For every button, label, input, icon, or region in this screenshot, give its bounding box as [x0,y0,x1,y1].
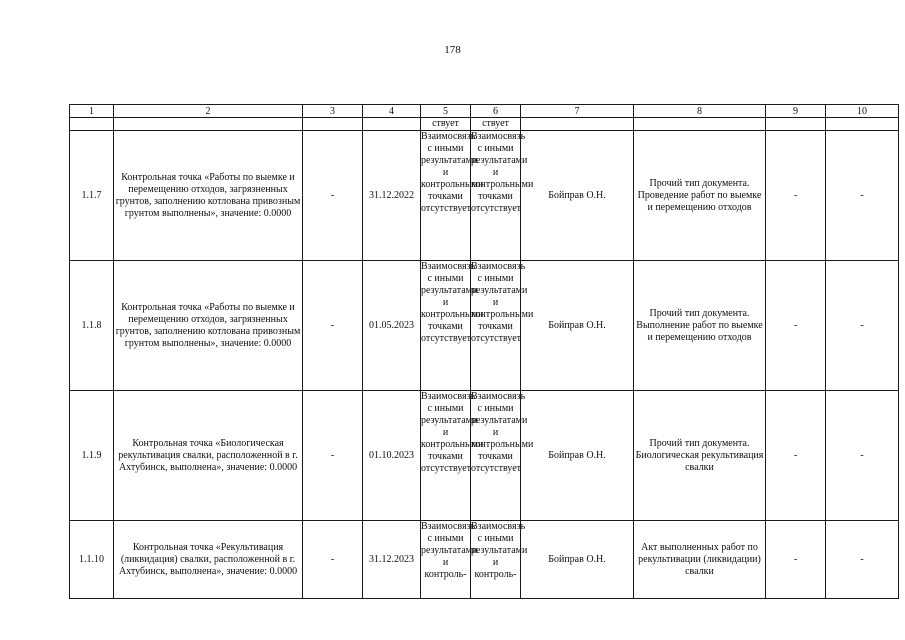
column-header: 6 [471,105,521,118]
responsible-person: Бойправ О.Н. [521,521,634,599]
dash-cell: - [766,391,826,521]
control-point-name: Контрольная точка «Рекультивация (ликвидация) свалки, расположенной в г. Ахтубинск, выполнена», значение: 0.0000 [114,521,303,599]
row-number: 1.1.8 [70,261,114,391]
column-header: 9 [766,105,826,118]
column-header: 7 [521,105,634,118]
base-value-cell: - [303,261,363,391]
table-row [70,521,899,599]
row-number: 1.1.10 [70,521,114,599]
dash-cell: - [766,131,826,261]
column-header: 10 [826,105,899,118]
table-row [70,391,899,521]
responsible-person: Бойправ О.Н. [521,391,634,521]
dash-cell: - [826,521,899,599]
deadline-date: 31.12.2022 [363,131,421,261]
control-point-name: Контрольная точка «Работы по выемке и перемещению отходов, загрязненных грунтов, заполнению котлована привозным грунтом выполнены», значение: 0.0000 [114,131,303,261]
relation-cell: Взаимосвязь с иными результатами и контрольными точками отсутствует [471,131,521,261]
relation-cell: Взаимосвязь с иными результатами и контрольными точками отсутствует [421,261,471,391]
responsible-person: Бойправ О.Н. [521,131,634,261]
plan-table [69,104,899,599]
continuation-row [70,118,899,131]
base-value-cell: - [303,391,363,521]
column-number-header [70,105,899,118]
column-header: 5 [421,105,471,118]
relation-cell: Взаимосвязь с иными результатами и контрольными точками отсутствует [421,131,471,261]
table-row [70,131,899,261]
document-type: Прочий тип документа. Проведение работ по выемке и перемещению отходов [634,131,766,261]
column-header: 2 [114,105,303,118]
column-header: 4 [363,105,421,118]
row-number: 1.1.7 [70,131,114,261]
deadline-date: 31.12.2023 [363,521,421,599]
page-number: 178 [444,44,461,56]
relation-cell: Взаимосвязь с иными результатами и контрольными точками отсутствует [421,391,471,521]
dash-cell: - [826,261,899,391]
dash-cell: - [826,391,899,521]
relation-cell: Взаимосвязь с иными результатами и контроль- [421,521,471,599]
document-type: Акт выполненных работ по рекультивации (ликвидации) свалки [634,521,766,599]
relation-cell: Взаимосвязь с иными результатами и контроль- [471,521,521,599]
deadline-date: 01.10.2023 [363,391,421,521]
control-point-name: Контрольная точка «Биологическая рекультивация свалки, расположенной в г. Ахтубинск, выполнена», значение: 0.0000 [114,391,303,521]
dash-cell: - [826,131,899,261]
relation-cell: Взаимосвязь с иными результатами и контрольными точками отсутствует [471,391,521,521]
table-row [70,261,899,391]
relation-cell: Взаимосвязь с иными результатами и контрольными точками отсутствует [471,261,521,391]
responsible-person: Бойправ О.Н. [521,261,634,391]
control-point-name: Контрольная точка «Работы по выемке и перемещению отходов, загрязненных грунтов, заполнению котлована привозным грунтом выполнены», значение: 0.0000 [114,261,303,391]
base-value-cell: - [303,521,363,599]
row-number: 1.1.9 [70,391,114,521]
column-header: 8 [634,105,766,118]
dash-cell: - [766,521,826,599]
dash-cell: - [766,261,826,391]
document-type: Прочий тип документа. Биологическая рекультивация свалки [634,391,766,521]
base-value-cell: - [303,131,363,261]
column-header: 3 [303,105,363,118]
continuation-cell: ствует [421,118,471,131]
document-type: Прочий тип документа. Выполнение работ по выемке и перемещению отходов [634,261,766,391]
continuation-cell: ствует [471,118,521,131]
deadline-date: 01.05.2023 [363,261,421,391]
column-header: 1 [70,105,114,118]
